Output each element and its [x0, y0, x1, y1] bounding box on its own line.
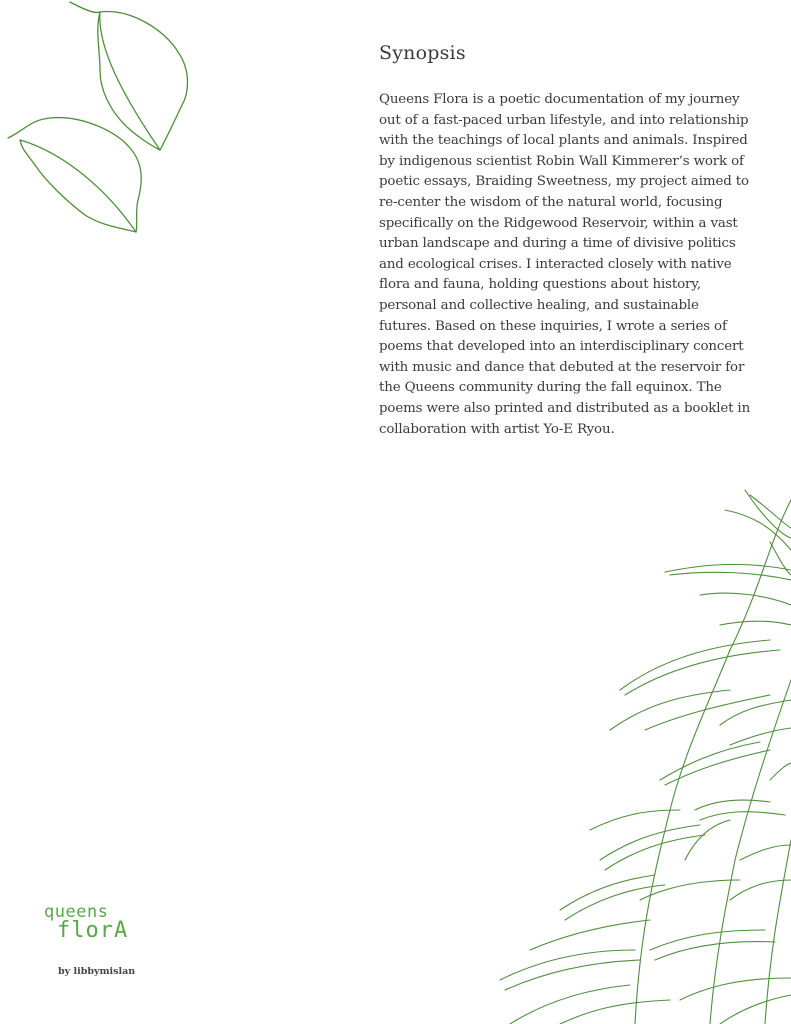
foliage-illustration — [470, 480, 791, 1024]
queens-flora-logo — [44, 904, 140, 942]
synopsis-title: Synopsis — [379, 42, 466, 64]
logo-word-queens: queens — [44, 902, 109, 922]
synopsis-section — [379, 42, 759, 440]
synopsis-body: Queens Flora is a poetic documentation of my journey out of a fast-paced urban lifestyle, and into relationship with the teachings of local plants and animals. Inspired by indigenous scientist Robin Wall Kimmerer’s work of poetic essays, Braiding Sweetness, my project aimed to re-center the wisdom of the natural world, focusing specifically on the Ridgewood Reservoir, within a vast urban landscape and during a time of divisive politics and ecological crises. I interacted closely with native flora and fauna, holding questions about history, personal and collective healing, and sustainable futures. Based on these inquiries, I wrote a series of poems that developed into an interdisciplinary concert with music and dance that debuted at the reservoir for the Queens community during the fall equinox. The poems were also printed and distributed as a booklet in collaboration with artist Yo-E Ryou. — [379, 92, 751, 437]
author-byline: by libbymislan — [58, 966, 136, 977]
logo-word-flora: florA — [57, 918, 129, 943]
leaf-illustration-top — [0, 0, 200, 240]
